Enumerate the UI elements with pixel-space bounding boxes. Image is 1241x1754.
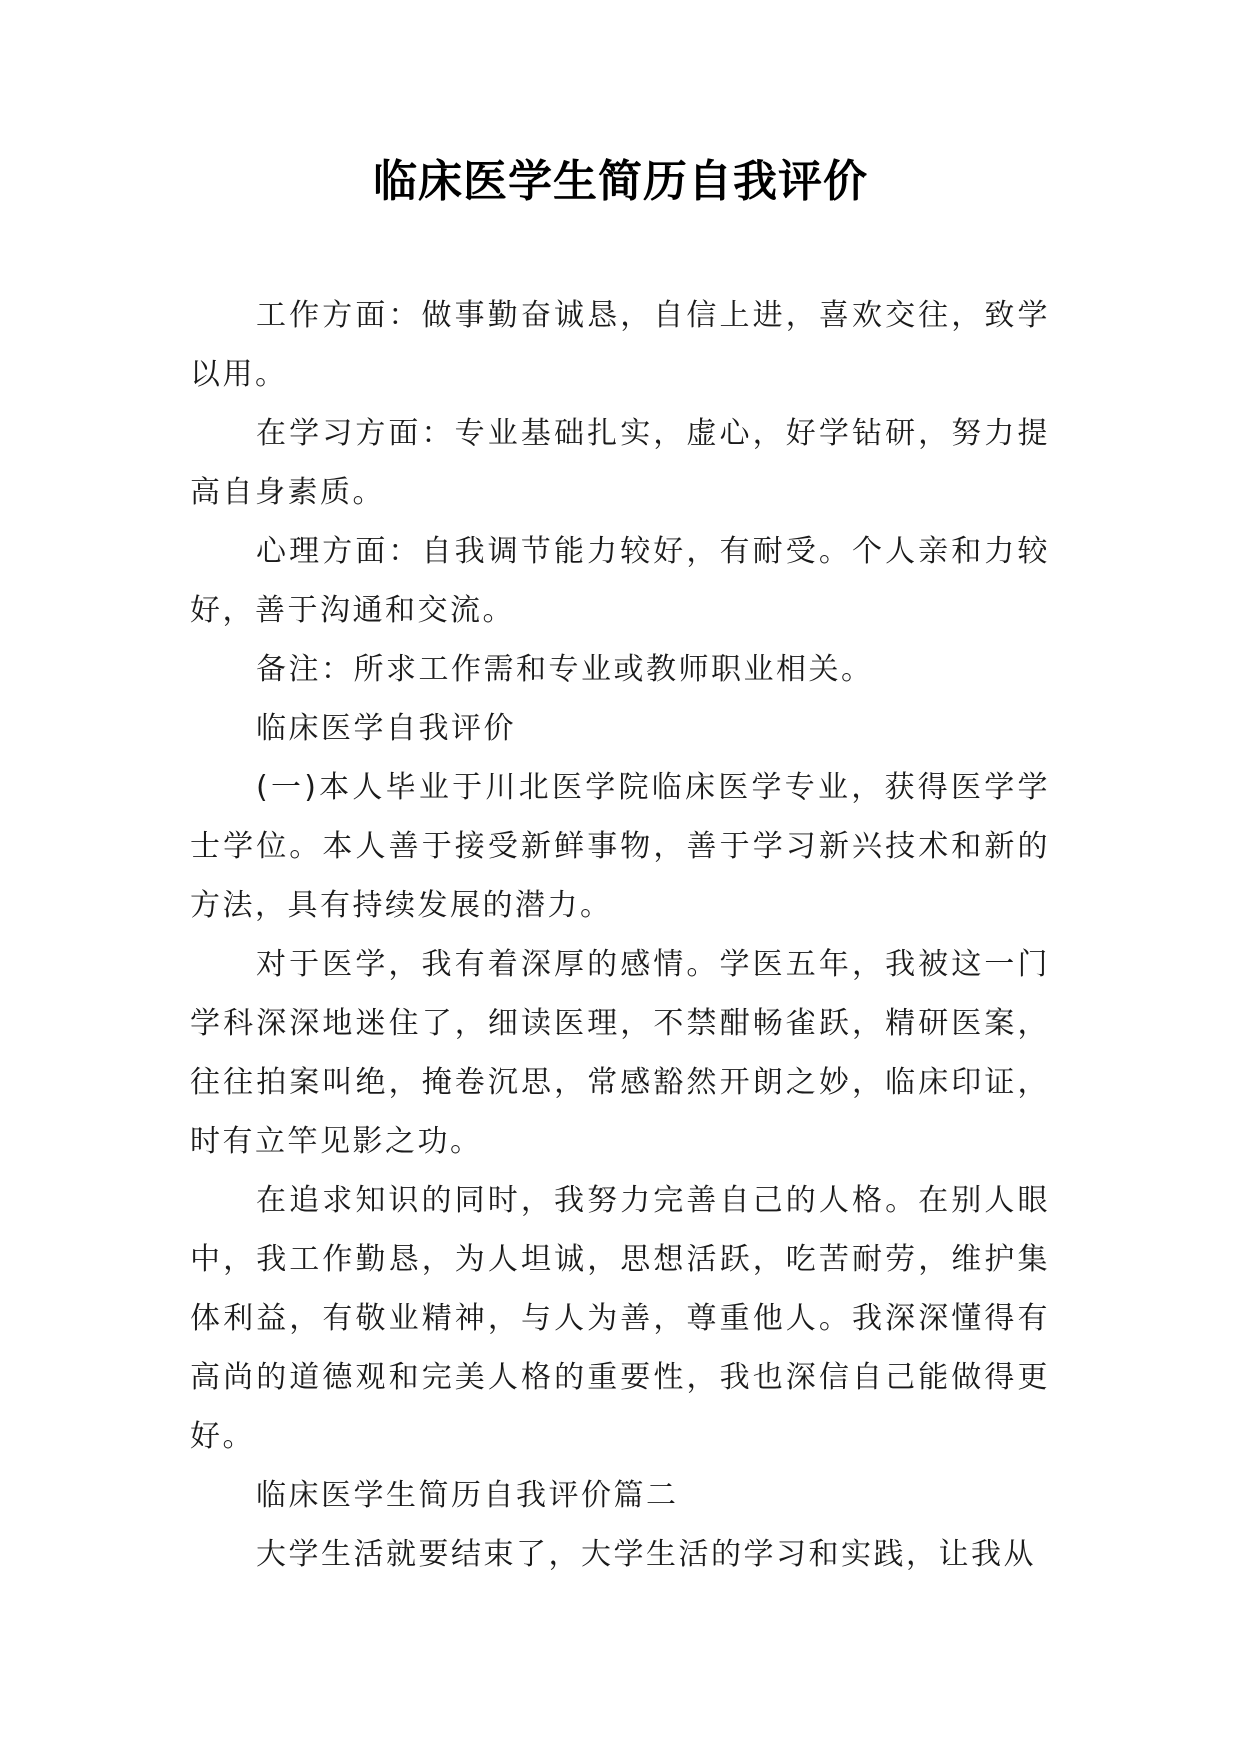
document-body (190, 286, 1050, 1584)
paragraph-work: 工作方面：做事勤奋诚恳，自信上进，喜欢交往，致学以用。 (190, 298, 1050, 392)
paragraph-character: 在追求知识的同时，我努力完善自己的人格。在别人眼中，我工作勤恳，为人坦诚，思想活跃，吃苦耐劳，维护集体利益，有敬业精神，与人为善，尊重他人。我深深懂得有高尚的道德观和完美人格的重要性，我也深信自己能做得更好。 (190, 1183, 1050, 1454)
paragraph-note: 备注：所求工作需和专业或教师职业相关。 (256, 652, 874, 687)
paragraph-study: 在学习方面：专业基础扎实，虚心，好学钻研，努力提高自身素质。 (190, 416, 1050, 510)
page-title: 临床医学生简历自我评价 (373, 156, 868, 207)
section-heading-part-two: 临床医学生简历自我评价篇二 (256, 1478, 679, 1513)
paragraph-medicine: 对于医学，我有着深厚的感情。学医五年，我被这一门学科深深地迷住了，细读医理，不禁酣畅雀跃，精研医案，往往拍案叫绝，掩卷沉思，常感豁然开朗之妙，临床印证，时有立竿见影之功。 (190, 947, 1050, 1159)
paragraph-college-life: 大学生活就要结束了，大学生活的学习和实践，让我从 (256, 1537, 1036, 1572)
paragraph-education: (一)本人毕业于川北医学院临床医学专业，获得医学学士学位。本人善于接受新鲜事物，善于学习新兴技术和新的方法，具有持续发展的潜力。 (190, 770, 1050, 923)
section-heading-self-evaluation: 临床医学自我评价 (256, 711, 516, 746)
paragraph-psychology: 心理方面：自我调节能力较好，有耐受。个人亲和力较好，善于沟通和交流。 (190, 534, 1050, 628)
